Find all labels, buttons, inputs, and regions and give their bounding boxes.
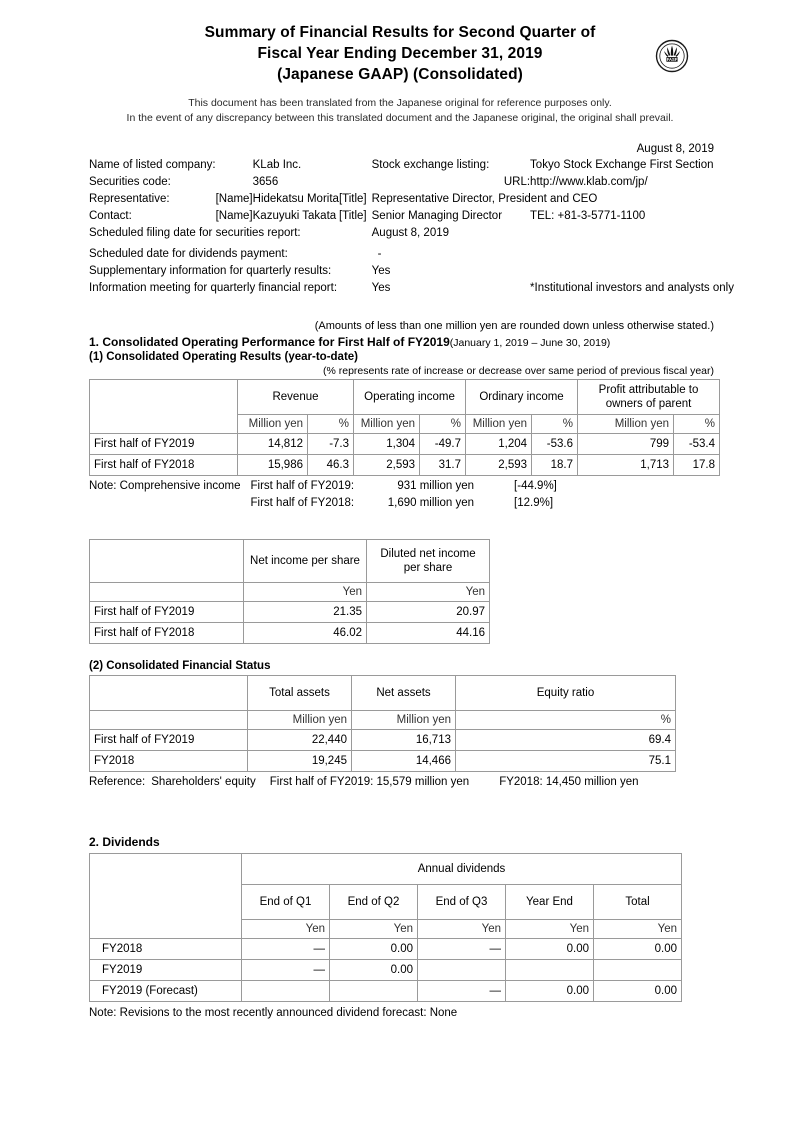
col-header-total-assets: Total assets — [248, 676, 352, 711]
table-row — [90, 455, 720, 476]
cell-value: -53.4 — [674, 434, 720, 455]
unit-operating-yen: Million yen — [354, 415, 420, 434]
comprehensive-note-prefix: Note: Comprehensive income — [89, 480, 241, 492]
cell-value: 0.00 — [330, 960, 418, 981]
dividends-table — [89, 853, 682, 1002]
info-row-filing-date — [89, 226, 734, 243]
cell-value: 0.00 — [594, 981, 682, 1002]
contact-title: Senior Managing Director — [371, 210, 503, 222]
cell-value: 1,713 — [578, 455, 674, 476]
url-label: URL: — [503, 176, 531, 188]
col-header-blank — [90, 540, 244, 583]
table-header-row — [90, 676, 676, 711]
col-header-revenue: Revenue — [238, 380, 354, 415]
section-1-heading — [89, 335, 800, 349]
unit-revenue-pct: % — [308, 415, 354, 434]
info-row-supplementary — [89, 264, 734, 281]
comprehensive-note-value-1: 931 million yen — [397, 480, 475, 492]
cell-value: 69.4 — [456, 730, 676, 751]
table-group-header-row — [90, 854, 682, 885]
col-header-ordinary-income: Ordinary income — [466, 380, 578, 415]
cell-shaded — [506, 960, 594, 981]
row-label: FY2018 — [90, 939, 242, 960]
row-label: First half of FY2018 — [90, 455, 238, 476]
cell-value: 22,440 — [248, 730, 352, 751]
unit-net-assets: Million yen — [352, 711, 456, 730]
representative-label: Representative: — [89, 193, 170, 205]
row-label: FY2019 — [90, 960, 242, 981]
supplementary-info-value: Yes — [371, 265, 391, 277]
url-value: http://www.klab.com/jp/ — [530, 176, 648, 188]
amounts-rounding-note: (Amounts of less than one million yen are rounded down unless otherwise stated.) — [314, 320, 714, 332]
cell-value: 1,204 — [466, 434, 532, 455]
table-header-row — [90, 380, 720, 415]
cell-value: 18.7 — [532, 455, 578, 476]
table-row — [90, 960, 682, 981]
row-label: FY2018 — [90, 751, 248, 772]
subsection-1-2-title: (2) Consolidated Financial Status — [89, 660, 271, 672]
comprehensive-note-row-2 — [89, 496, 557, 513]
table-row — [90, 939, 682, 960]
unit-equity-ratio: % — [456, 711, 676, 730]
col-header-end-of-q2: End of Q2 — [330, 885, 418, 920]
unit-profit-yen: Million yen — [578, 415, 674, 434]
release-date: August 8, 2019 — [636, 143, 714, 155]
cell-value: 31.7 — [420, 455, 466, 476]
unit-total-yen: Yen — [594, 920, 682, 939]
info-row-meeting — [89, 281, 734, 298]
table-row — [90, 730, 676, 751]
cell-shaded — [242, 981, 330, 1002]
info-meeting-note: *Institutional investors and analysts only — [530, 282, 734, 294]
section-1-heading-period: (January 1, 2019 – June 30, 2019) — [449, 337, 611, 349]
unit-operating-pct: % — [420, 415, 466, 434]
cell-value: 20.97 — [367, 602, 490, 623]
cell-value: 44.16 — [367, 623, 490, 644]
disclaimer-line-2: In the event of any discrepancy between this translated document and the Japanese original, the original shall prevail. — [126, 111, 674, 124]
per-share-table — [89, 539, 490, 644]
unit-net-income-yen: Yen — [244, 583, 367, 602]
table-unit-row — [90, 583, 490, 602]
comprehensive-note-label-1: First half of FY2019: — [250, 480, 355, 492]
row-label: First half of FY2019 — [90, 730, 248, 751]
cell-value: 15,986 — [238, 455, 308, 476]
representative-title: Representative Director, President and CEO — [371, 193, 598, 205]
unit-q3-yen: Yen — [418, 920, 506, 939]
supplementary-info-label: Supplementary information for quarterly results: — [89, 265, 332, 277]
comprehensive-note-row-1 — [89, 479, 557, 496]
filing-date-value: August 8, 2019 — [371, 227, 450, 239]
cell-value: -7.3 — [308, 434, 354, 455]
translation-disclaimer — [0, 96, 800, 125]
spacer — [0, 644, 800, 658]
spacer — [0, 513, 800, 539]
unit-ordinary-pct: % — [532, 415, 578, 434]
title-line-3: (Japanese GAAP) (Consolidated) — [277, 66, 523, 83]
cell-value: 0.00 — [594, 939, 682, 960]
unit-yearend-yen: Yen — [506, 920, 594, 939]
reference-value-1: First half of FY2019: 15,579 million yen — [269, 776, 470, 788]
cell-value: 46.02 — [244, 623, 367, 644]
table-row — [90, 751, 676, 772]
contact-tel: TEL: +81-3-5771-1100 — [530, 210, 646, 222]
cell-value: 46.3 — [308, 455, 354, 476]
dividends-revision-note: Note: Revisions to the most recently announced dividend forecast: None — [89, 1007, 458, 1019]
title-line-2: Fiscal Year Ending December 31, 2019 — [257, 45, 543, 62]
cell-shaded — [418, 960, 506, 981]
cell-value: — — [242, 960, 330, 981]
fasf-logo-icon — [655, 39, 689, 73]
svg-text:FASF: FASF — [666, 56, 678, 62]
info-row-contact — [89, 209, 734, 226]
unit-ordinary-yen: Million yen — [466, 415, 532, 434]
cell-value: 0.00 — [506, 939, 594, 960]
comprehensive-note-pct-1: [-44.9%] — [514, 480, 557, 492]
representative-title-tag: [Title] — [338, 193, 367, 205]
representative-name: Hidekatsu Morita — [252, 193, 339, 205]
comprehensive-income-note — [89, 479, 557, 513]
cell-value: — — [242, 939, 330, 960]
cell-shaded — [330, 981, 418, 1002]
disclaimer-line-1: This document has been translated from the Japanese original for reference purposes only. — [188, 97, 612, 109]
comprehensive-note-label-2: First half of FY2018: — [250, 497, 355, 509]
col-header-operating-income: Operating income — [354, 380, 466, 415]
subsection-1-1-title: (1) Consolidated Operating Results (year-to-date) — [89, 351, 359, 363]
table-header-row — [90, 540, 490, 583]
col-header-annual-dividends: Annual dividends — [242, 854, 682, 885]
company-value: KLab Inc. — [252, 159, 302, 171]
col-header-end-of-q3: End of Q3 — [418, 885, 506, 920]
cell-value: 21.35 — [244, 602, 367, 623]
unit-q2-yen: Yen — [330, 920, 418, 939]
table-row — [90, 602, 490, 623]
contact-label: Contact: — [89, 210, 132, 222]
exchange-value: Tokyo Stock Exchange First Section — [530, 159, 714, 171]
unit-profit-pct: % — [674, 415, 720, 434]
cell-value: 0.00 — [330, 939, 418, 960]
cell-value: 0.00 — [506, 981, 594, 1002]
company-info-table — [89, 158, 734, 298]
comprehensive-note-value-2: 1,690 million yen — [387, 497, 475, 509]
title-line-1: Summary of Financial Results for Second Quarter of — [204, 24, 596, 41]
col-header-blank — [90, 676, 248, 711]
table-unit-row — [90, 711, 676, 730]
cell-shaded — [594, 960, 682, 981]
col-header-total: Total — [594, 885, 682, 920]
representative-name-tag: [Name] — [215, 193, 253, 205]
shareholders-equity-reference — [89, 775, 639, 792]
row-label: First half of FY2019 — [90, 602, 244, 623]
contact-name: Kazuyuki Takata — [252, 210, 337, 222]
cell-value: — — [418, 981, 506, 1002]
unit-total-assets: Million yen — [248, 711, 352, 730]
dividend-payment-date-label: Scheduled date for dividends payment: — [89, 248, 288, 260]
company-label: Name of listed company: — [89, 159, 216, 171]
cell-value: — — [418, 939, 506, 960]
cell-value: 17.8 — [674, 455, 720, 476]
exchange-label: Stock exchange listing: — [371, 159, 490, 171]
securities-code-label: Securities code: — [89, 176, 171, 188]
reference-row — [89, 775, 639, 792]
unit-revenue-yen: Million yen — [238, 415, 308, 434]
reference-term: Shareholders' equity — [151, 776, 256, 788]
table-row — [90, 434, 720, 455]
filing-date-label: Scheduled filing date for securities report: — [89, 227, 301, 239]
col-header-diluted-net-income-per-share: Diluted net income per share — [367, 540, 490, 583]
info-row-code — [89, 175, 734, 192]
section-1-heading-main: 1. Consolidated Operating Performance for First Half of FY2019 — [89, 335, 450, 349]
dividend-payment-date-value: - — [377, 248, 382, 260]
col-header-net-assets: Net assets — [352, 676, 456, 711]
row-label: FY2019 (Forecast) — [90, 981, 242, 1002]
contact-title-tag: [Title] — [338, 210, 367, 222]
cell-value: 2,593 — [466, 455, 532, 476]
col-header-end-of-q1: End of Q1 — [242, 885, 330, 920]
reference-value-2: FY2018: 14,450 million yen — [499, 776, 639, 788]
col-header-year-end: Year End — [506, 885, 594, 920]
col-header-profit-parent: Profit attributable to owners of parent — [578, 380, 720, 415]
contact-name-tag: [Name] — [215, 210, 253, 222]
cell-value: 799 — [578, 434, 674, 455]
unit-q1-yen: Yen — [242, 920, 330, 939]
unit-diluted-yen: Yen — [367, 583, 490, 602]
cell-value: 75.1 — [456, 751, 676, 772]
table-row — [90, 623, 490, 644]
cell-value: 14,812 — [238, 434, 308, 455]
reference-prefix: Reference: — [89, 776, 146, 788]
info-meeting-label: Information meeting for quarterly financial report: — [89, 282, 338, 294]
cell-value: -49.7 — [420, 434, 466, 455]
operating-results-table — [89, 379, 720, 476]
info-meeting-value: Yes — [371, 282, 391, 294]
cell-value: 19,245 — [248, 751, 352, 772]
cell-value: 1,304 — [354, 434, 420, 455]
info-row-company — [89, 158, 734, 175]
cell-value: 2,593 — [354, 455, 420, 476]
cell-value: -53.6 — [532, 434, 578, 455]
percentage-note: (% represents rate of increase or decrease over same period of previous fiscal year) — [322, 365, 714, 377]
cell-value: 14,466 — [352, 751, 456, 772]
spacer — [0, 792, 800, 832]
row-label: First half of FY2018 — [90, 623, 244, 644]
col-header-blank — [90, 380, 238, 434]
section-2-heading: 2. Dividends — [89, 835, 160, 849]
table-row — [90, 981, 682, 1002]
cell-value: 16,713 — [352, 730, 456, 751]
row-label: First half of FY2019 — [90, 434, 238, 455]
col-header-equity-ratio: Equity ratio — [456, 676, 676, 711]
col-header-blank — [90, 854, 242, 939]
info-row-dividend-date — [89, 243, 734, 264]
financial-status-table — [89, 675, 676, 772]
comprehensive-note-pct-2: [12.9%] — [514, 497, 554, 509]
securities-code-value: 3656 — [252, 176, 279, 188]
info-row-representative — [89, 192, 734, 209]
col-header-net-income-per-share: Net income per share — [244, 540, 367, 583]
